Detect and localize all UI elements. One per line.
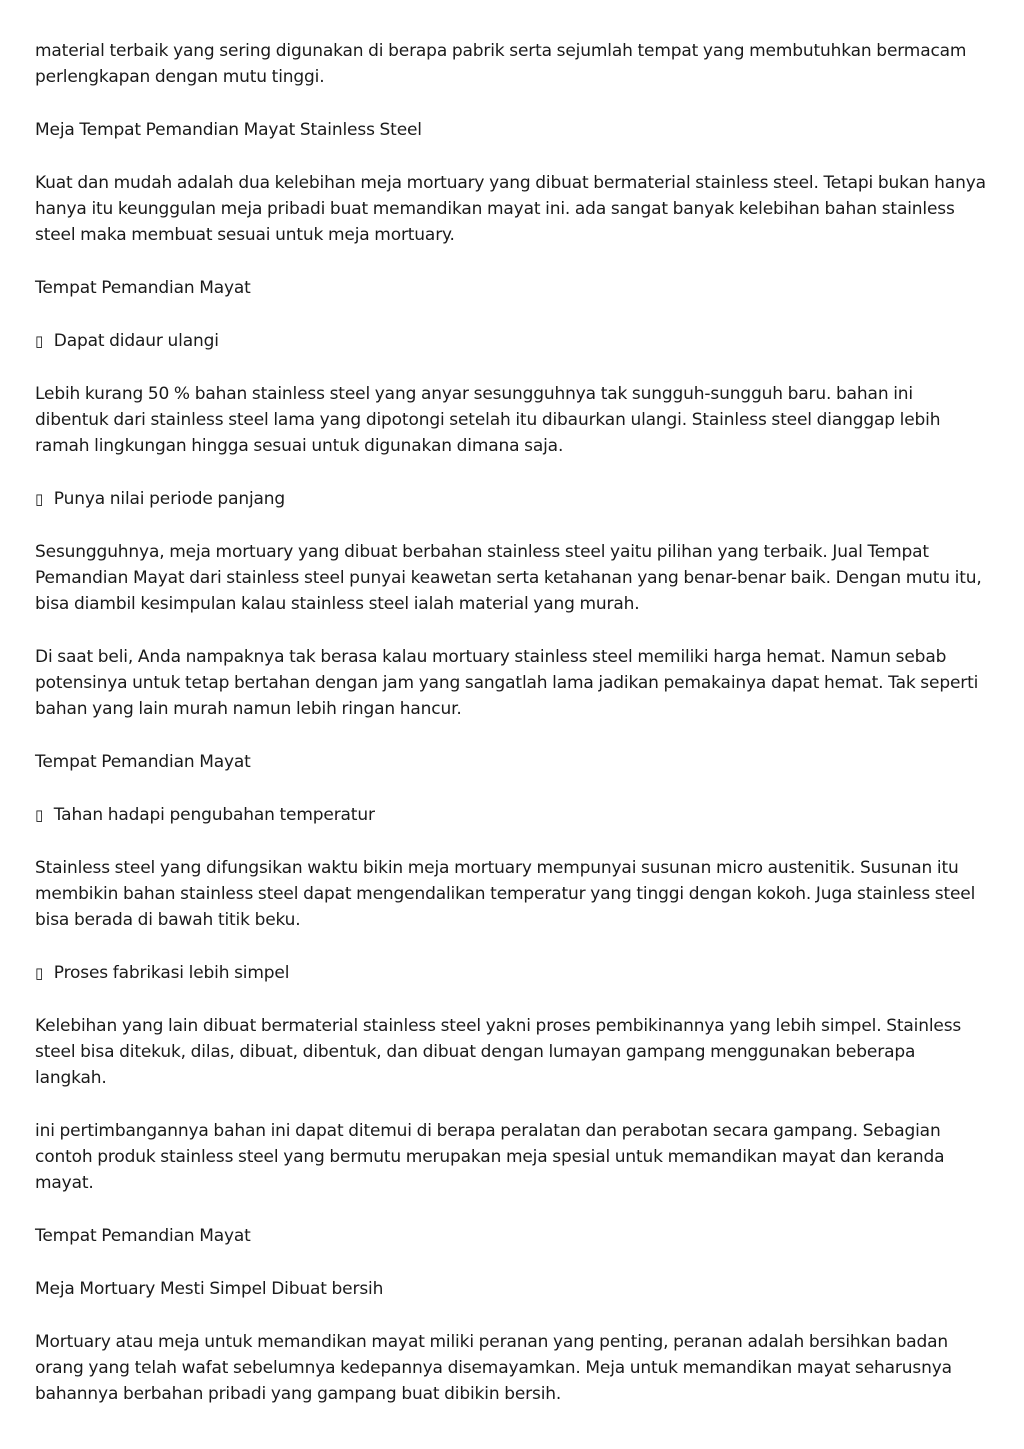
bullet-item bbox=[35, 486, 988, 512]
paragraph: Di saat beli, Anda nampaknya tak berasa kalau mortuary stainless steel memiliki harga hemat. Namun sebab potensinya untuk tetap bertahan dengan jam yang sangatlah lama jadikan pemakainya dapat hemat. Tak seperti bahan yang lain murah namun lebih ringan hancur. bbox=[35, 647, 979, 719]
bullet-label: Punya nilai periode panjang bbox=[53, 489, 286, 509]
missing-glyph-icon: ▯ bbox=[35, 332, 44, 350]
section-heading: Meja Tempat Pemandian Mayat Stainless Steel bbox=[35, 120, 422, 140]
bullet-label: Proses fabrikasi lebih simpel bbox=[53, 963, 290, 983]
bullet-label: Tahan hadapi pengubahan temperatur bbox=[53, 805, 375, 825]
paragraph: Stainless steel yang difungsikan waktu bikin meja mortuary mempunyai susunan micro austenitik. Susunan itu membikin bahan stainless steel dapat mengendalikan temperatur yang tinggi dengan kokoh. Juga stainless steel bisa berada di bawah titik beku. bbox=[35, 858, 976, 930]
bullet-label: Dapat didaur ulangi bbox=[53, 331, 219, 351]
paragraph: Sesungguhnya, meja mortuary yang dibuat berbahan stainless steel yaitu pilihan yang terbaik. Jual Tempat Pemandian Mayat dari stainless steel punyai keawetan serta ketahanan yang benar-benar baik. Dengan mutu itu, bisa diambil kesimpulan kalau stainless steel ialah material yang murah. bbox=[35, 542, 982, 614]
section-heading: Tempat Pemandian Mayat bbox=[35, 1226, 251, 1246]
section-heading: Meja Mortuary Mesti Simpel Dibuat bersih bbox=[35, 1279, 384, 1299]
section-heading: Tempat Pemandian Mayat bbox=[35, 278, 251, 298]
bullet-item bbox=[35, 960, 988, 986]
missing-glyph-icon: ▯ bbox=[35, 490, 44, 508]
bullet-item bbox=[35, 802, 988, 828]
paragraph: Kelebihan yang lain dibuat bermaterial stainless steel yakni proses pembikinannya yang lebih simpel. Stainless steel bisa ditekuk, dilas, dibuat, dibentuk, dan dibuat dengan lumayan gampang menggunakan beberapa langkah. bbox=[35, 1016, 962, 1088]
paragraph: Lebih kurang 50 % bahan stainless steel yang anyar sesungguhnya tak sungguh-sungguh baru. bahan ini dibentuk dari stainless steel lama yang dipotongi setelah itu dibaurkan ulangi. Stainless steel dianggap lebih ramah lingkungan hingga sesuai untuk digunakan dimana saja. bbox=[35, 384, 941, 456]
bullet-item bbox=[35, 328, 988, 354]
paragraph: Kuat dan mudah adalah dua kelebihan meja mortuary yang dibuat bermaterial stainless steel. Tetapi bukan hanya hanya itu keunggulan meja pribadi buat memandikan mayat ini. ada sangat banyak kelebihan bahan stainless steel maka membuat sesuai untuk meja mortuary. bbox=[35, 173, 986, 245]
paragraph: Mortuary atau meja untuk memandikan mayat miliki peranan yang penting, peranan adalah bersihkan badan orang yang telah wafat sebelumnya kedepannya disemayamkan. Meja untuk memandikan mayat seharusnya bahannya berbahan pribadi yang gampang buat dibikin bersih. bbox=[35, 1332, 952, 1404]
missing-glyph-icon: ▯ bbox=[35, 964, 44, 982]
section-heading: Tempat Pemandian Mayat bbox=[35, 752, 251, 772]
paragraph: material terbaik yang sering digunakan di berapa pabrik serta sejumlah tempat yang membutuhkan bermacam perlengkapan dengan mutu tinggi. bbox=[35, 41, 967, 87]
missing-glyph-icon: ▯ bbox=[35, 806, 44, 824]
paragraph: ini pertimbangannya bahan ini dapat ditemui di berapa peralatan dan perabotan secara gampang. Sebagian contoh produk stainless steel yang bermutu merupakan meja spesial untuk memandikan mayat dan keranda mayat. bbox=[35, 1121, 945, 1193]
